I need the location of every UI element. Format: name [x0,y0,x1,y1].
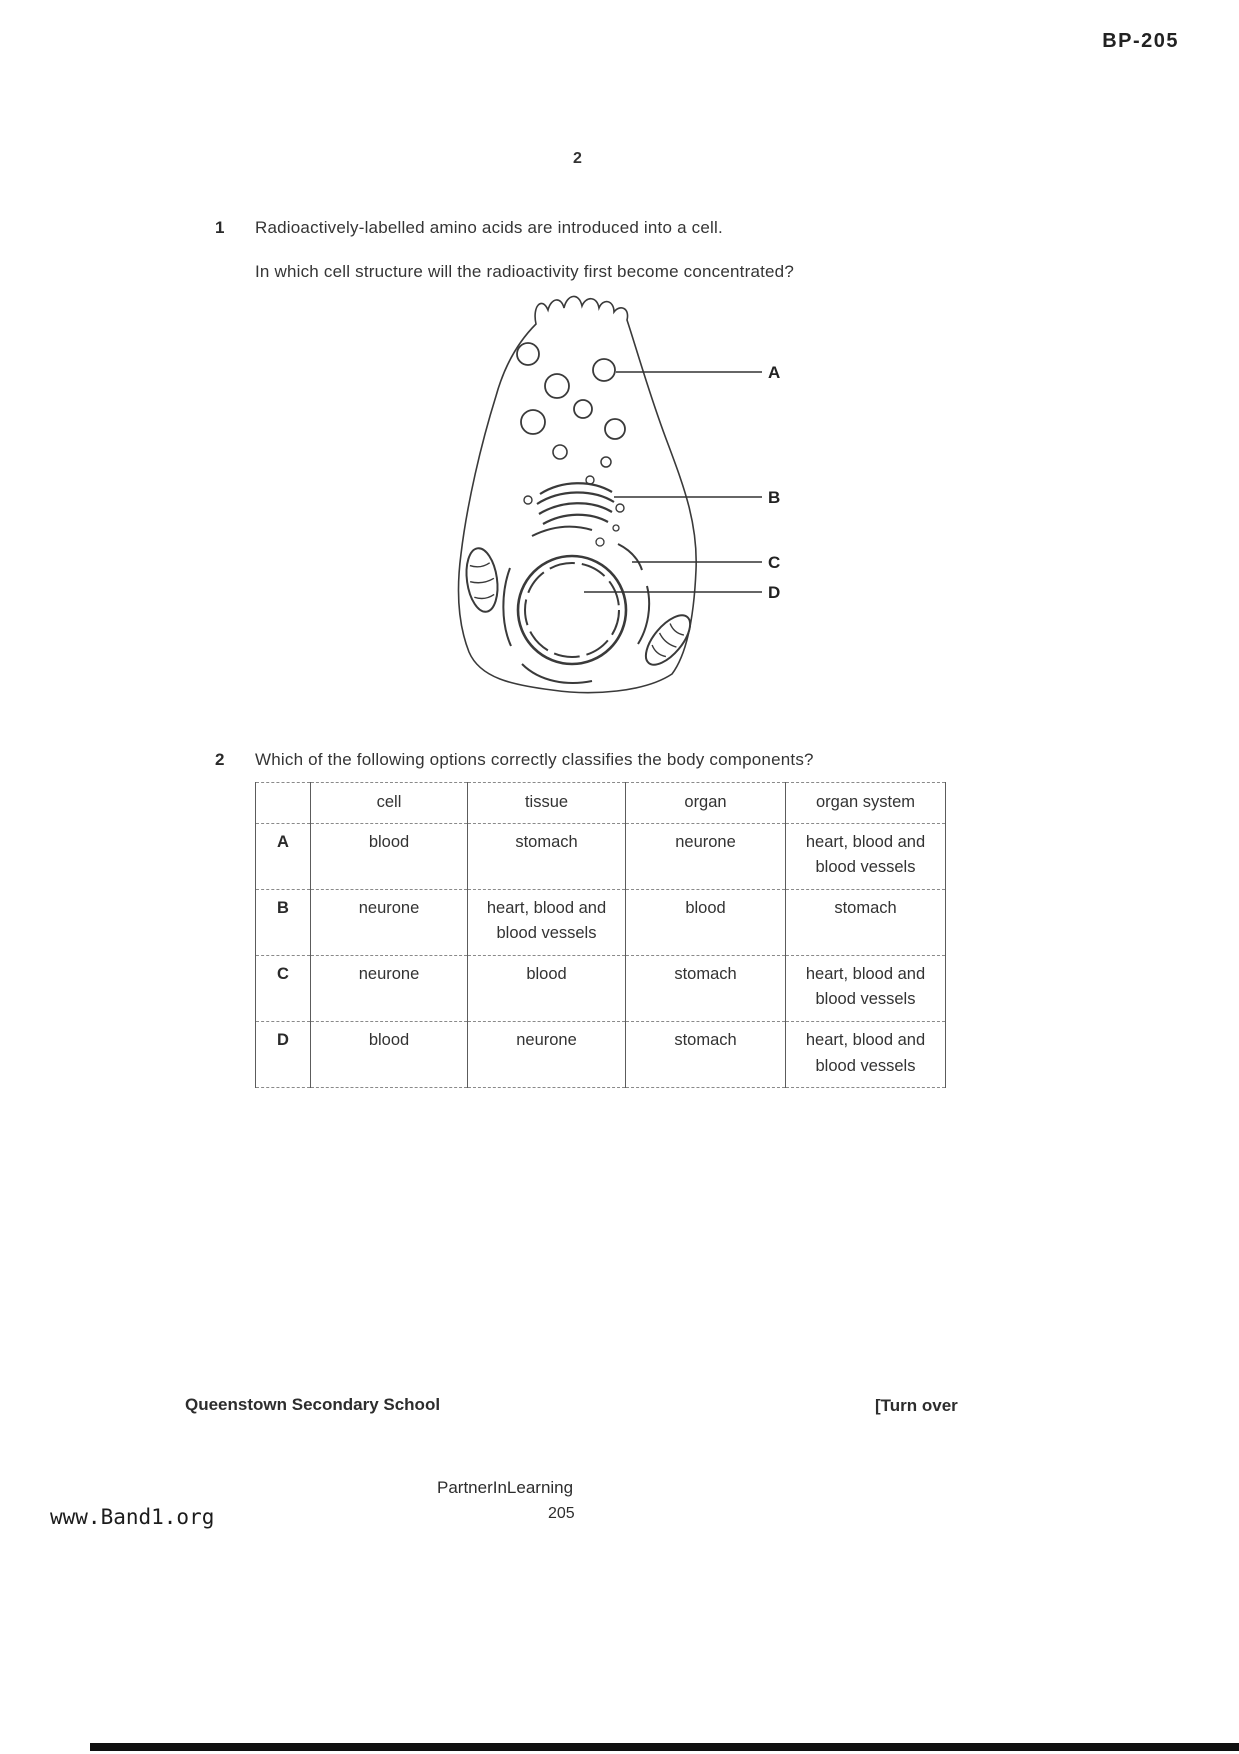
table-cell: blood [311,823,468,889]
vesicle [517,343,539,365]
partner-learning-label: PartnerInLearning [437,1478,574,1497]
table-header-row [256,783,946,824]
table-row-c [256,955,946,1021]
table-cell: stomach [468,823,626,889]
table-cell: neurone [626,823,786,889]
table-row-b [256,889,946,955]
nuclear-envelope-outer [518,556,626,664]
table-header-cell: cell [311,783,468,824]
watermark-url: www.Band1.org [50,1505,215,1529]
turn-over-label: [Turn over [875,1396,958,1415]
page-number: 2 [573,150,582,167]
option-label: A [256,823,311,889]
vesicle [545,374,569,398]
table-row-d [256,1021,946,1087]
option-label: D [256,1021,311,1087]
question-1-text-line-1: Radioactively-labelled amino acids are introduced into a cell. [255,218,723,237]
table-cell: heart, blood and blood vessels [786,823,946,889]
table-cell: blood [468,955,626,1021]
table-header-organ: organ [626,783,786,824]
table-cell: heart, blood and blood vessels [468,889,626,955]
diagram-label-a: A [768,363,781,382]
vesicle [574,400,592,418]
vesicle [593,359,615,381]
vesicle [553,445,567,459]
table-cell: neurone [311,889,468,955]
nucleus [518,556,626,664]
table-cell: neurone [468,1021,626,1087]
table-cell: stomach [786,889,946,955]
golgi-vesicle [524,496,532,504]
question-2-number: 2 [215,750,225,769]
table-header-blank [256,783,311,824]
table-cell: blood [311,1021,468,1087]
footer-school-name: Queenstown Secondary School [185,1395,441,1414]
diagram-label-d: D [768,583,781,602]
table-row-a [256,823,946,889]
golgi-vesicle [613,525,619,531]
diagram-label-c: C [768,553,781,572]
classification-table [255,782,946,1088]
table-header-tissue: tissue [468,783,626,824]
question-1-text-line-2: In which cell structure will the radioactivity first become concentrated? [255,262,794,281]
table-cell: stomach [626,1021,786,1087]
option-label: B [256,889,311,955]
scan-artifact-bar [90,1743,1239,1751]
vesicle [601,457,611,467]
table-cell: blood [626,889,786,955]
golgi-vesicle [596,538,604,546]
vesicle [605,419,625,439]
vesicle [521,410,545,434]
question-1-number: 1 [215,218,225,237]
footer-page-number: 205 [548,1505,575,1522]
table-cell: neurone [311,955,468,1021]
table-cell: stomach [626,955,786,1021]
table-cell: heart, blood and blood vessels [786,1021,946,1087]
document-code: BP-205 [1102,30,1179,52]
option-label: C [256,955,311,1021]
diagram-label-b: B [768,488,781,507]
table-cell: heart, blood and blood vessels [786,955,946,1021]
question-2-text: Which of the following options correctly classifies the body components? [255,750,814,769]
golgi-vesicle [616,504,624,512]
table-header-organ-system: organ system [786,783,946,824]
cell-diagram [440,292,800,707]
